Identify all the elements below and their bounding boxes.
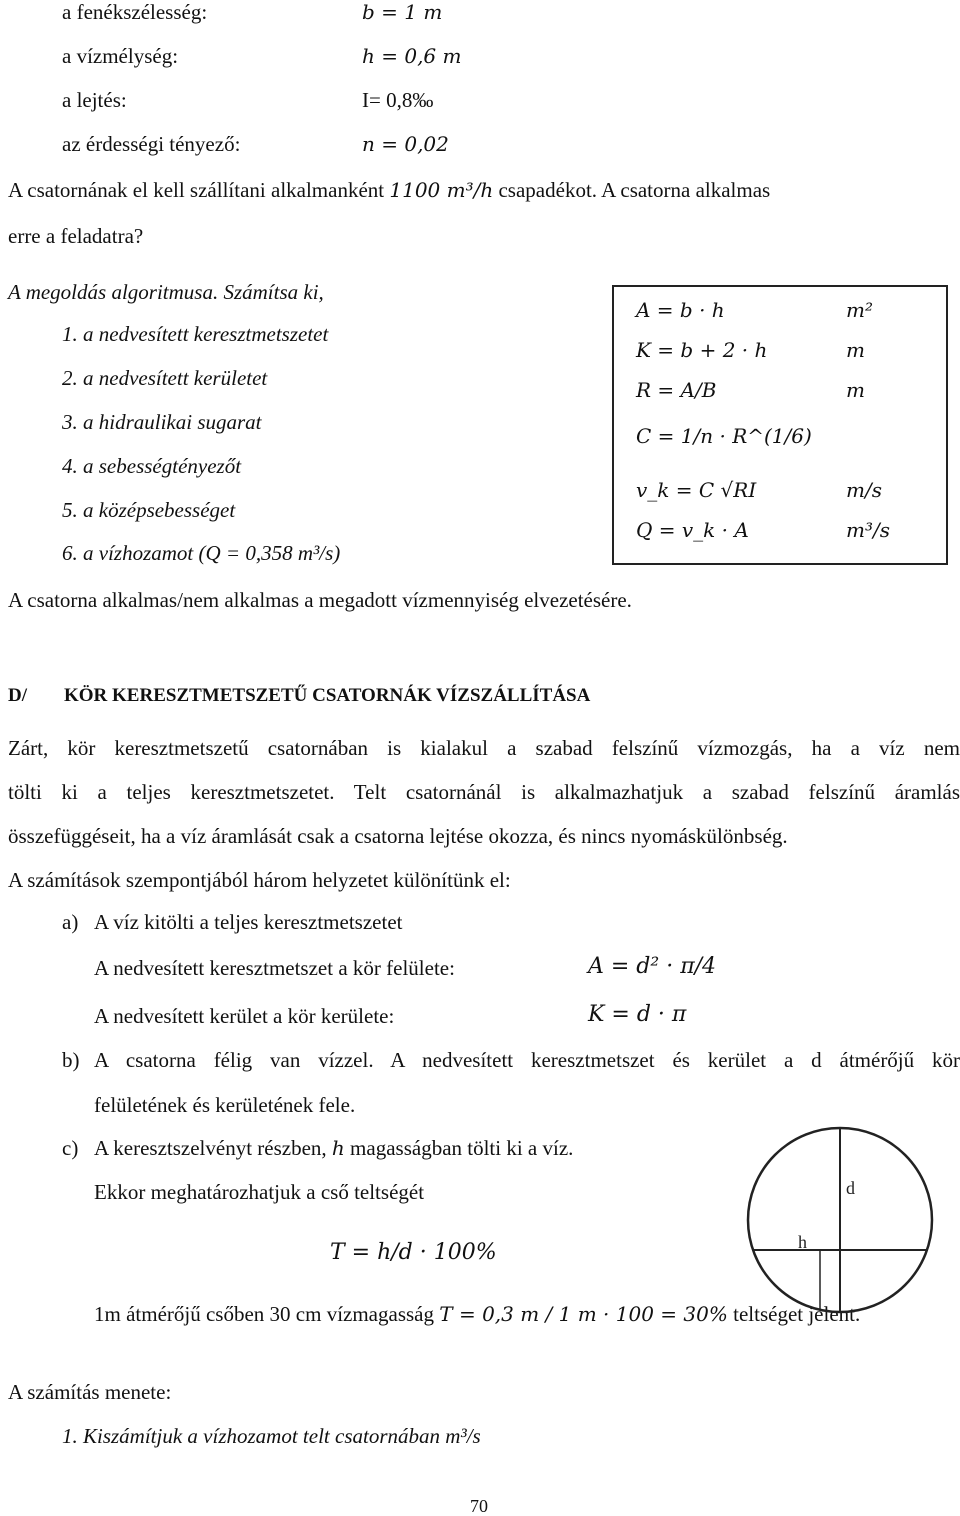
algorithm-step-6: 6. a vízhozamot (Q = 0,358 m³/s) [62,541,341,565]
case-a-area-formula: A = d² · π/4 [588,954,717,979]
case-c-line-2: Ekkor meghatározhatjuk a cső teltségét [94,1180,425,1204]
intro-line-2: erre a feladatra? [8,224,144,248]
algorithm-title: A megoldás algoritmusa. Számítsa ki, [8,280,324,304]
case-a-text: A víz kitölti a teljes keresztmetszetet [94,910,403,934]
param-label-slope: a lejtés: [62,88,127,112]
case-c-line-1 [94,1138,573,1159]
param-value-roughness: n = 0,02 [362,132,449,156]
unit-area: m² [846,298,873,322]
intro-text-b: csapadékot. A csatorna alkalmas [498,178,771,202]
algorithm-step-2: 2. a nedvesített kerületet [62,366,268,390]
formula-discharge: Q = v_k · A [636,518,749,542]
algorithm-conclusion: A csatorna alkalmas/nem alkalmas a megadott vízmennyiség elvezetésére. [8,588,632,612]
section-para-line-3: összefüggéseit, ha a víz áramlását csak a csatorna lejtése okozza, és nincs nyomáskülönbség. [8,824,788,848]
algorithm-step-1: 1. a nedvesített keresztmetszetet [62,322,329,346]
formula-area: A = b · h [636,298,725,322]
unit-discharge: m³/s [846,518,890,542]
calc-title: A számítás menete: [8,1380,172,1404]
formula-perimeter: K = b + 2 · h [636,338,768,362]
calc-step-1: 1. Kiszámítjuk a vízhozamot telt csatornában m³/s [62,1424,481,1448]
param-value-depth: h = 0,6 m [362,44,462,68]
case-a-marker: a) [62,910,79,934]
diagram-label-d: d [846,1178,855,1198]
teltseg-formula: T = h/d · 100% [330,1240,497,1265]
algorithm-step-5: 5. a középsebességet [62,498,236,522]
case-b-marker: b) [62,1048,80,1072]
param-label-roughness: az érdességi tényező: [62,132,241,156]
case-a-perimeter-label: A nedvesített kerület a kör kerülete: [94,1004,395,1028]
case-b-line-2: felületének és kerületének fele. [94,1093,356,1117]
case-c-text-a: A keresztszelvényt részben, [94,1136,327,1160]
unit-radius: m [846,378,865,402]
pipe-cross-section-diagram [740,1120,940,1320]
unit-perimeter: m [846,338,865,362]
case-a-area-label: A nedvesített keresztmetszet a kör felülete: [94,956,455,980]
case-c-text-h: h [331,1136,345,1160]
param-value-width: b = 1 m [362,0,443,24]
intro-math: 1100 m³/h [389,178,494,202]
page-number: 70 [470,1496,488,1516]
diagram-label-h: h [798,1232,807,1252]
formula-radius: R = A/B [636,378,717,402]
case-c-example-formula: T = 0,3 m / 1 m · 100 = 30% [439,1302,728,1326]
case-c-marker: c) [62,1136,79,1160]
section-para-line-1: Zárt, kör keresztmetszetű csatornában is kialakul a szabad felszínű vízmozgás, ha a víz nem [8,736,960,760]
formula-velocity: v_k = C √RI [636,478,757,502]
section-letter: D/ [8,685,27,706]
param-label-width: a fenékszélesség: [62,0,208,24]
case-b-line-1: A csatorna félig van vízzel. A nedvesített keresztmetszet és kerület a d átmérőjű kör [94,1048,960,1072]
intro-text-a: A csatornának el kell szállítani alkalmanként [8,178,385,202]
section-title: KÖR KERESZTMETSZETŰ CSATORNÁK VÍZSZÁLLÍTÁSA [64,685,591,706]
case-a-perimeter-formula: K = d · π [588,1002,687,1027]
cases-intro: A számítások szempontjából három helyzetet különítünk el: [8,868,511,892]
algorithm-step-3: 3. a hidraulikai sugarat [62,410,262,434]
case-c-example-text: 1m átmérőjű csőben 30 cm vízmagasság [94,1302,434,1326]
formula-coefficient: C = 1/n · R^(1/6) [636,424,812,448]
case-c-text-b: magasságban tölti ki a víz. [350,1136,574,1160]
param-value-slope: I= 0,8‰ [362,88,434,112]
algorithm-step-4: 4. a sebességtényezőt [62,454,242,478]
intro-line-1 [8,180,770,201]
case-c-example-tail: teltséget jelent. [733,1302,861,1326]
unit-velocity: m/s [846,478,882,502]
param-label-depth: a vízmélység: [62,44,179,68]
section-para-line-2: tölti ki a teljes keresztmetszetet. Telt csatornánál is alkalmazhatjuk a szabad felszínű áramlás [8,780,960,804]
